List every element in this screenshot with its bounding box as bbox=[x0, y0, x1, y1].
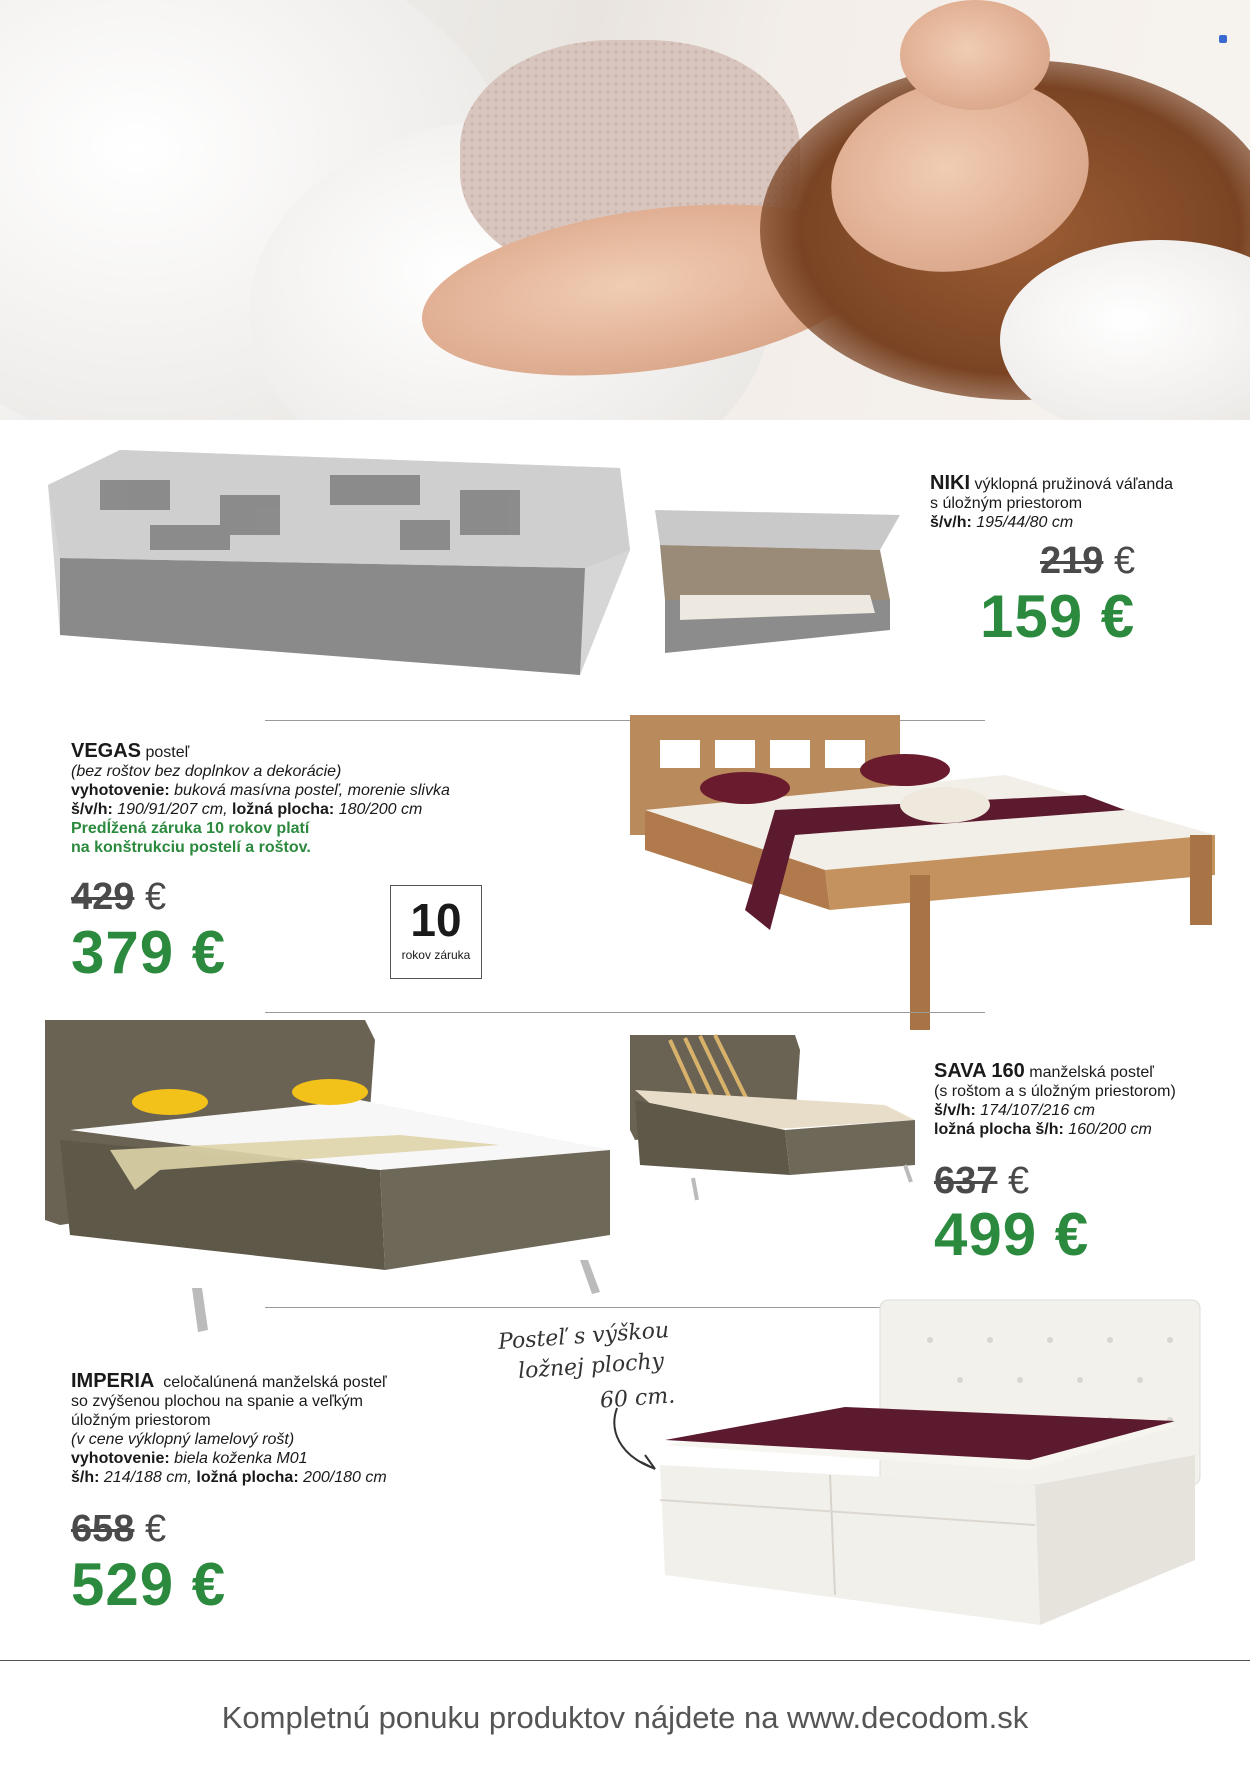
imperia-desc2: so zvýšenou plochou na spanie a veľkým bbox=[71, 1393, 363, 1410]
footer-divider bbox=[0, 1660, 1250, 1661]
vegas-warranty-1: Predĺžená záruka 10 rokov platí bbox=[71, 820, 310, 837]
imperia-desc: celočalúnená manželská posteľ bbox=[163, 1374, 387, 1391]
imperia-desc4: (v cene výklopný lamelový rošt) bbox=[71, 1431, 295, 1448]
niki-info bbox=[930, 474, 1230, 532]
sava-info bbox=[934, 1062, 1234, 1139]
niki-open-image bbox=[650, 505, 910, 655]
niki-dims-label: š/v/h: bbox=[930, 514, 972, 531]
sava-area-label: ložná plocha š/h: bbox=[934, 1121, 1064, 1138]
vegas-area: 180/200 cm bbox=[338, 801, 423, 818]
vegas-name: VEGAS bbox=[71, 740, 142, 762]
imperia-old-price: 658 € bbox=[71, 1508, 167, 1550]
sava-old-price: 637 € bbox=[934, 1160, 1030, 1202]
vegas-old-price: 429 € bbox=[71, 876, 167, 918]
hero-photo bbox=[0, 0, 1250, 420]
vegas-dims-label: š/v/h: bbox=[71, 801, 113, 818]
imperia-bed-image bbox=[650, 1295, 1205, 1635]
warranty-badge bbox=[390, 885, 482, 979]
sava-bed-image bbox=[40, 1010, 620, 1340]
vegas-info bbox=[71, 742, 531, 857]
niki-dims: 195/44/80 cm bbox=[976, 514, 1074, 531]
niki-desc: výklopná pružinová váľanda bbox=[974, 476, 1174, 493]
imperia-handnote-1: Posteľ s výškou bbox=[497, 1318, 670, 1355]
warranty-badge-text: rokov záruka bbox=[401, 948, 471, 962]
imperia-desc3: úložným priestorom bbox=[71, 1412, 211, 1429]
imperia-area-label: ložná plocha: bbox=[196, 1469, 299, 1486]
footer-text: Kompletnú ponuku produktov nájdete na www.decodom.sk bbox=[221, 1700, 1029, 1735]
vegas-desc: posteľ bbox=[145, 744, 190, 761]
niki-name: NIKI bbox=[930, 472, 970, 494]
sava-dims-label: š/v/h: bbox=[934, 1102, 976, 1119]
warranty-badge-number: 10 bbox=[410, 894, 462, 946]
imperia-handnote-3: 60 cm. bbox=[599, 1383, 676, 1414]
imperia-finish-label: vyhotovenie: bbox=[71, 1450, 170, 1467]
vegas-desc2: (bez roštov bez doplnkov a dekorácie) bbox=[71, 763, 342, 780]
vegas-warranty-2: na konštrukciu postelí a roštov. bbox=[71, 839, 311, 856]
imperia-name: IMPERIA bbox=[71, 1370, 155, 1392]
vegas-bed-image bbox=[625, 710, 1230, 1030]
niki-new-price: 159 € bbox=[980, 583, 1136, 650]
niki-desc2: s úložným priestorom bbox=[930, 495, 1083, 512]
sava-name: SAVA 160 bbox=[934, 1060, 1025, 1082]
niki-old-price: 219 € bbox=[1040, 540, 1136, 582]
sava-open-image bbox=[625, 1030, 920, 1205]
imperia-info bbox=[71, 1372, 491, 1487]
imperia-dims: 214/188 cm, bbox=[103, 1469, 192, 1486]
imperia-finish: biela koženka M01 bbox=[174, 1450, 308, 1467]
imperia-new-price: 529 € bbox=[71, 1551, 227, 1618]
vegas-dims: 190/91/207 cm, bbox=[117, 801, 228, 818]
imperia-handnote-2: ložnej plochy bbox=[517, 1348, 665, 1385]
sava-desc: manželská posteľ bbox=[1029, 1064, 1154, 1081]
corner-logo-mark bbox=[1219, 35, 1227, 43]
sava-new-price: 499 € bbox=[934, 1201, 1090, 1268]
vegas-area-label: ložná plocha: bbox=[232, 801, 335, 818]
sava-dims: 174/107/216 cm bbox=[980, 1102, 1095, 1119]
imperia-dims-label: š/h: bbox=[71, 1469, 100, 1486]
vegas-finish-label: vyhotovenie: bbox=[71, 782, 170, 799]
sava-desc2: (s roštom a s úložným priestorom) bbox=[934, 1083, 1176, 1100]
vegas-new-price: 379 € bbox=[71, 919, 227, 986]
sava-area: 160/200 cm bbox=[1068, 1121, 1152, 1138]
vegas-finish: buková masívna posteľ, morenie slivka bbox=[174, 782, 450, 799]
niki-bed-image bbox=[20, 440, 630, 680]
imperia-area: 200/180 cm bbox=[303, 1469, 387, 1486]
